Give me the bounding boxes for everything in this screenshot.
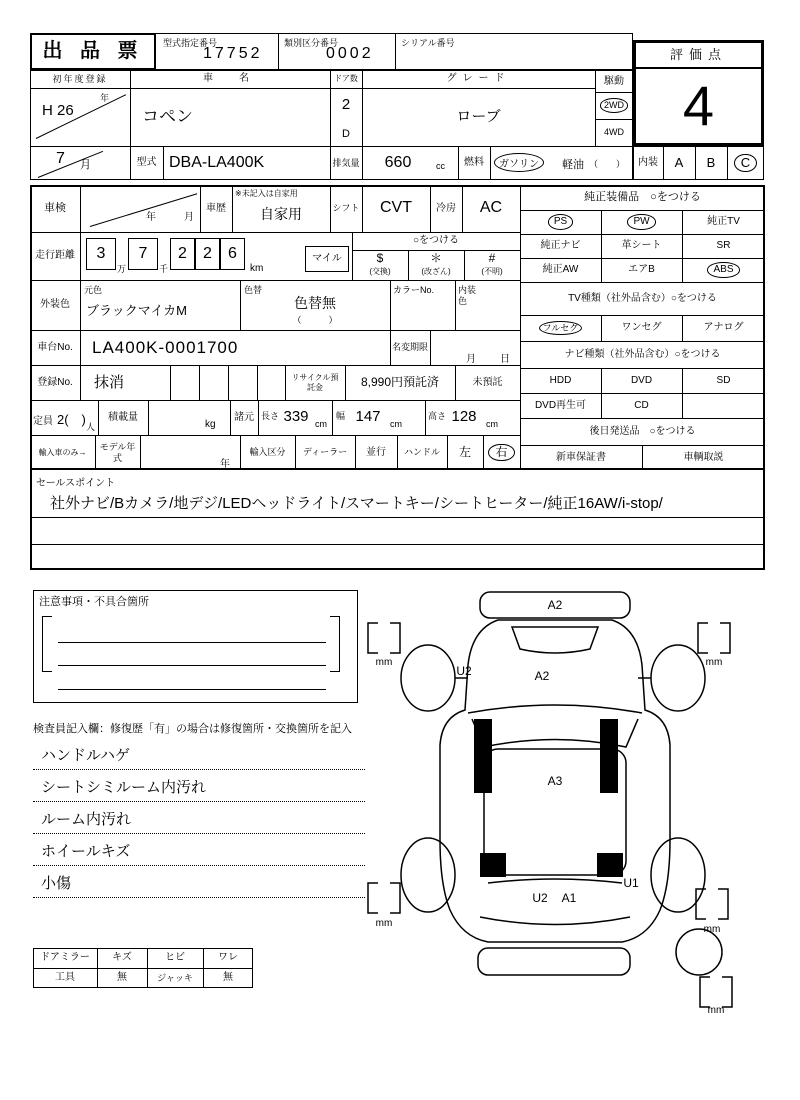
recycle-value: 8,990円預託済 [360, 374, 440, 389]
sales-point-text: 社外ナビ/Bカメラ/地デジ/LEDヘッドライト/スマートキー/シートヒーター/純正16AW/i-stop/ [50, 495, 663, 512]
divider [140, 435, 141, 470]
name-change-label: 名変期限 [392, 342, 429, 353]
capacity-value: 2( ) [57, 412, 86, 427]
name-change-month-unit: 月 [466, 354, 476, 365]
cooling-label: 冷房 [436, 202, 456, 214]
shift-label: シフト [332, 203, 360, 214]
divider [425, 400, 426, 435]
equip-fullseg-selected: フルセグ [520, 315, 601, 341]
divider [30, 280, 520, 281]
equip-warranty: 新車保証書 [556, 451, 606, 463]
capacity-label: 定員 [33, 416, 53, 427]
interior-grade-b: B [706, 154, 716, 170]
drive-2wd-selected: 2WD [595, 92, 633, 119]
divider [228, 365, 229, 400]
equip-manual: 車輌取説 [683, 451, 724, 463]
meter-symbol-hash: # [488, 251, 496, 266]
meter-symbol-dollar-note: (交換) [369, 267, 391, 277]
equip-oneseg: ワンセグ [621, 322, 662, 334]
height-unit: cm [486, 419, 498, 429]
cooling-value: AC [479, 199, 503, 217]
import-parallel: 並行 [366, 446, 386, 458]
repaint-paren: （ ） [292, 314, 338, 325]
equipment-header-navi: ナビ種類（社外品含む）○をつける [564, 348, 721, 360]
name-change-day-unit: 日 [500, 354, 510, 365]
width-value: 147 [355, 408, 381, 426]
equip-oem-navi: 純正ナビ [540, 240, 581, 252]
damage-code-rear-left-deck: U2 [532, 891, 548, 905]
spare-tire [676, 929, 722, 975]
divider [30, 232, 520, 233]
right-rear-pillar-mark [597, 853, 623, 877]
divider [170, 365, 171, 400]
repaint-value: 色替無 [294, 294, 336, 311]
divider [455, 280, 456, 330]
width-unit: cm [390, 419, 402, 429]
right-sill-mark [600, 719, 618, 793]
divider [258, 400, 259, 435]
equip-sd: SD [716, 374, 731, 386]
divider [430, 330, 431, 365]
engine-bay-line [512, 627, 598, 653]
rear-bumper-outline [478, 948, 630, 975]
tool-label: 工具 [55, 972, 75, 984]
divider [257, 365, 258, 400]
equip-cd: CD [634, 399, 649, 411]
model-code-value: DBA-LA400K [169, 153, 265, 171]
equipment-header-tv: TV種類（社外品含む）○をつける [568, 292, 717, 304]
chassis-label: 車台No. [37, 341, 73, 353]
equip-sr: SR [716, 240, 731, 252]
inspection-item: ホイールキズ [33, 838, 365, 866]
model-designation-label: 型式指定番号 [163, 38, 218, 48]
import-class-label: 輸入区分 [249, 447, 286, 458]
inspector-note: 検査員記入欄：修復歴「有」の場合は修復箇所・交換箇所を記入 [33, 723, 352, 735]
left-rear-pillar-mark [480, 853, 506, 877]
load-label: 積載量 [108, 411, 138, 423]
equip-dvd: DVD [630, 374, 653, 386]
interior-color-label: 内装色 [458, 285, 477, 307]
handle-left: 左 [458, 444, 471, 459]
fuel-gasoline-selected: ガソリン [494, 153, 544, 172]
length-label: 長さ [261, 411, 280, 421]
mm-label: mm [375, 918, 393, 929]
mirror-header: ドアミラー [40, 952, 90, 964]
serial-label: シリアル番号 [401, 38, 455, 48]
car-name-header: 車 名 [203, 73, 257, 85]
interior-grade-a: A [674, 154, 684, 170]
left-sill-mark [474, 719, 492, 793]
model-code-label: 型式 [136, 157, 157, 169]
registration-label: 登録No. [37, 376, 73, 388]
rear-left-wheel [401, 838, 455, 912]
model-designation-value: 17752 [203, 45, 263, 62]
divider [30, 544, 765, 545]
inspection-item: 小傷 [33, 870, 365, 898]
displacement-unit: cc [436, 161, 445, 171]
divider [332, 400, 333, 435]
fuel-paren: （ ） [589, 159, 626, 169]
mm-label: mm [703, 924, 721, 935]
fuel-diesel: 軽油 [562, 159, 584, 171]
shaken-label: 車検 [44, 202, 66, 215]
height-value: 128 [451, 408, 477, 426]
first-reg-month-value: 7 [56, 150, 65, 167]
inspection-item: ハンドルハゲ [33, 742, 365, 770]
caution-line [58, 642, 326, 643]
mileage-sen-unit: 千 [159, 264, 169, 274]
history-note: ※未記入は自家用 [235, 189, 298, 198]
measure-bracket-bottom-left [368, 883, 400, 913]
page-title: 出 品 票 [30, 33, 156, 70]
history-label: 車歴 [206, 202, 226, 214]
height-label: 高さ [428, 411, 447, 421]
divider [395, 33, 396, 70]
drive-4wd: 4WD [604, 127, 624, 138]
caution-line [58, 689, 326, 690]
rear-deck-line [488, 879, 622, 883]
history-value: 自家用 [260, 205, 302, 222]
equipment-header-later: 後日発送品 ○をつける [589, 425, 696, 437]
divider [30, 517, 765, 518]
displacement-label: 排気量 [332, 157, 360, 168]
measure-bracket-top-left [368, 623, 400, 653]
doors-type: D [342, 127, 350, 140]
first-reg-header: 初年度登録 [52, 73, 108, 84]
tool-value: 無 [117, 972, 127, 984]
mm-label: mm [705, 657, 723, 668]
damage-code-hood: A2 [534, 669, 550, 683]
mileage-digit-4: 2 [195, 238, 220, 270]
mileage-digit-1: 3 [86, 238, 116, 270]
capacity-unit: 人 [86, 422, 96, 432]
width-label: 幅 [336, 411, 346, 421]
handle-right-selected: 右 [483, 435, 520, 470]
equip-pw-selected: PW [601, 210, 682, 234]
equip-oem-tv: 純正TV [707, 216, 740, 228]
shift-value: CVT [380, 199, 412, 217]
original-color-label: 元色 [84, 285, 103, 295]
mileage-digit-2: 7 [128, 238, 158, 270]
measure-bracket-top-right [698, 623, 730, 653]
drive-header: 駆動 [604, 75, 624, 87]
rear-right-wheel [651, 838, 705, 912]
close-bracket-mark [330, 616, 340, 672]
equip-airbag: エアB [628, 264, 655, 276]
measure-bracket-spare [700, 977, 732, 1007]
damage-code-rear-deck: A1 [561, 891, 577, 905]
car-name-value: コペン [142, 107, 193, 127]
exterior-color-label: 外装色 [40, 299, 70, 311]
color-no-label: カラーNo. [393, 285, 435, 295]
model-year-label: モデル年式 [99, 442, 136, 463]
open-bracket-mark [42, 616, 52, 672]
equip-ps-selected: PS [520, 210, 601, 234]
mileage-digit-5: 6 [220, 238, 245, 270]
rating-score: 4 [682, 74, 715, 138]
jack-value: 無 [223, 972, 233, 984]
caution-line [58, 665, 326, 666]
front-right-wheel [651, 645, 705, 711]
damage-code-rear-right: U1 [623, 876, 639, 890]
length-unit: cm [315, 419, 327, 429]
mileage-digit-3: 2 [170, 238, 195, 270]
meter-symbol-dollar: $ [376, 251, 384, 266]
recycle-label: リサイクル預託金 [291, 373, 339, 392]
model-year-unit: 年 [220, 459, 230, 470]
meter-symbol-hash-note: (不明) [481, 267, 503, 277]
damage-code-center: A3 [547, 774, 563, 788]
grade-value: ローブ [456, 108, 501, 126]
equip-hdd: HDD [549, 374, 572, 386]
mileage-man-unit: 万 [117, 264, 127, 274]
equip-oem-aw: 純正AW [542, 264, 579, 276]
handle-label: ハンドル [403, 447, 440, 458]
mirror-scratch-header: キズ [112, 952, 132, 964]
original-color-value: ブラックマイカM [86, 302, 187, 318]
first-reg-year-value: H 26 [42, 102, 74, 119]
caution-label: 注意事項・不具合箇所 [39, 596, 149, 608]
meter-symbol-star-note: (改ざん) [421, 267, 451, 277]
equipment-header-oem: 純正装備品 ○をつける [584, 191, 701, 204]
displacement-value: 660 [384, 153, 412, 171]
mm-label: mm [375, 657, 393, 668]
inspection-item: ルーム内汚れ [33, 806, 365, 834]
damage-code-front-left: U2 [456, 664, 472, 678]
divider [148, 400, 149, 435]
import-only-label: 輸入車のみ→ [38, 447, 87, 457]
equip-abs-selected: ABS [682, 258, 765, 282]
car-damage-diagram [360, 585, 770, 1015]
divider [490, 146, 491, 180]
load-unit: kg [205, 419, 216, 430]
interior-label: 内装 [638, 157, 658, 169]
grade-header: グレード [446, 73, 511, 85]
divider [390, 280, 391, 330]
interior-grade-c-selected: C [727, 146, 764, 180]
cowl-line [468, 705, 642, 713]
front-left-wheel [401, 645, 455, 711]
first-reg-month-unit: 月 [80, 159, 91, 171]
spec-label: 諸元 [234, 411, 254, 423]
mm-label: mm [707, 1005, 725, 1015]
mirror-break-header: ワレ [218, 952, 238, 964]
divider [278, 33, 279, 70]
mileage-label: 走行距離 [35, 250, 75, 262]
mileage-km-unit: km [250, 263, 264, 274]
sales-point-box [30, 470, 765, 570]
divider [199, 365, 200, 400]
sales-point-label: セールスポイント [36, 478, 116, 489]
registration-value: 抹消 [94, 373, 125, 391]
import-dealer: ディーラー [302, 447, 348, 458]
classification-label: 類別区分番号 [284, 38, 339, 48]
classification-value: 0002 [326, 45, 374, 62]
shaken-year-unit: 年 [146, 212, 156, 223]
length-value: 339 [283, 408, 309, 426]
chassis-value: LA400K-0001700 [92, 337, 239, 357]
doors-header: ドア数 [334, 74, 358, 84]
equip-analog: アナログ [703, 322, 744, 334]
rating-label: 評価点 [669, 46, 727, 62]
fuel-label: 燃料 [464, 157, 484, 169]
recycle-alt: 未預託 [472, 376, 503, 388]
damage-code-front-bumper: A2 [547, 598, 563, 612]
shaken-month-unit: 月 [184, 212, 194, 223]
meter-mark-note: ○をつける [412, 235, 460, 247]
repaint-label: 色替 [244, 285, 263, 295]
inspection-item: シートシミルーム内汚れ [33, 774, 365, 802]
mirror-crack-header: ヒビ [165, 952, 185, 964]
doors-value: 2 [341, 96, 351, 114]
trunk-line [480, 917, 630, 925]
equip-dvd-play: DVD再生可 [534, 399, 587, 411]
equip-leather: 革シート [621, 240, 662, 252]
first-reg-year-unit: 年 [100, 93, 110, 103]
jack-label: ジャッキ [157, 972, 193, 983]
meter-symbol-star: ＊ [429, 251, 442, 266]
mile-cell: マイル [305, 246, 349, 272]
